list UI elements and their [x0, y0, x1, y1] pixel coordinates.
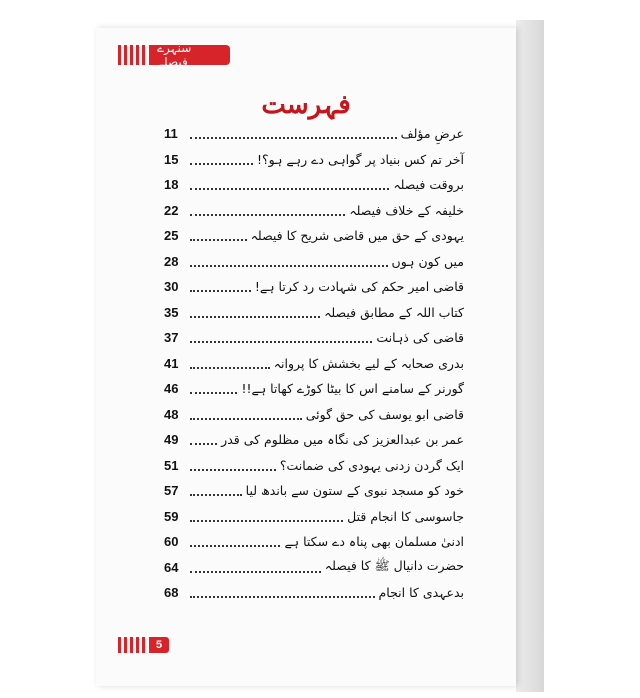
toc-leader-dots: [190, 493, 242, 496]
toc-entry: [164, 376, 464, 402]
toc-entry-title: جاسوسی کا انجام قتل: [347, 508, 464, 524]
toc-leader-dots: [190, 340, 372, 343]
toc-entry: [164, 325, 464, 351]
toc-entry: [164, 172, 464, 198]
page-title: فہرست: [261, 90, 351, 120]
table-of-contents: [164, 121, 464, 606]
toc-leader-dots: [190, 315, 320, 318]
toc-page-number: 25: [164, 228, 179, 244]
toc-entry-title: خلیفہ کے خلاف فیصلہ: [349, 202, 464, 218]
toc-leader-dots: [190, 519, 343, 522]
toc-page-number: 18: [164, 177, 179, 193]
footer-stripes: [118, 637, 145, 653]
toc-entry: [164, 402, 464, 428]
toc-leader-dots: [190, 417, 302, 420]
toc-page-number: 46: [164, 381, 179, 397]
toc-leader-dots: [190, 570, 321, 573]
toc-entry: [164, 453, 464, 479]
toc-leader-dots: [190, 595, 375, 598]
toc-entry: [164, 223, 464, 249]
toc-leader-dots: [190, 391, 237, 394]
toc-page-number: 57: [164, 483, 179, 499]
toc-page-number: 30: [164, 279, 179, 295]
toc-leader-dots: [190, 238, 247, 241]
toc-entry-title: کتاب اللہ کے مطابق فیصلہ: [324, 304, 464, 320]
running-header: [118, 41, 230, 69]
toc-entry: [164, 147, 464, 173]
toc-entry-title: میں کون ہوں: [391, 253, 464, 269]
toc-leader-dots: [190, 366, 270, 369]
toc-entry: [164, 121, 464, 147]
toc-entry: [164, 427, 464, 453]
toc-entry-title: بروقت فیصلہ: [393, 177, 464, 193]
header-stripes: [118, 45, 145, 65]
toc-entry: [164, 555, 464, 581]
toc-page-number: 41: [164, 355, 179, 371]
toc-entry-title: عمر بن عبدالعزیز کی نگاہ میں مظلوم کی قدر: [221, 432, 464, 448]
toc-page-number: 15: [164, 151, 179, 167]
book-page: [96, 28, 516, 686]
toc-entry-title: ایک گردن زدنی یہودی کی ضمانت؟: [279, 457, 464, 473]
toc-leader-dots: [190, 136, 397, 139]
toc-entry-title: بدری صحابہ کے لیے بخشش کا پروانہ: [273, 355, 464, 371]
toc-entry: [164, 351, 464, 377]
toc-page-number: 60: [164, 534, 179, 550]
toc-entry-title: یہودی کے حق میں قاضی شریح کا فیصلہ: [250, 228, 464, 244]
toc-leader-dots: [190, 544, 280, 547]
toc-leader-dots: [190, 187, 389, 190]
toc-entry-title: قاضی کی ذہانت: [376, 330, 464, 346]
toc-page-number: 37: [164, 330, 179, 346]
toc-entry-title: گورنر کے سامنے اس کا بیٹا کوڑے کھاتا ہے!!: [241, 381, 464, 397]
toc-entry-title: قاضی امیر حکم کی شہادت رد کرتا ہے!: [254, 279, 464, 295]
book-spine-shadow: [516, 20, 544, 692]
toc-page-number: 22: [164, 202, 179, 218]
toc-page-number: 59: [164, 508, 179, 524]
toc-page-number: 68: [164, 585, 179, 601]
toc-entry: [164, 249, 464, 275]
toc-entry: [164, 529, 464, 555]
toc-leader-dots: [190, 213, 345, 216]
toc-entry-title: خود کو مسجد نبوی کے ستون سے باندھ لیا: [245, 483, 464, 499]
toc-entry-title: حضرت دانیال ﷺ کا فیصلہ: [324, 557, 464, 573]
toc-entry-title: بدعہدی کا انجام: [378, 585, 464, 601]
toc-page-number: 51: [164, 457, 179, 473]
toc-entry: [164, 198, 464, 224]
toc-page-number: 64: [164, 559, 179, 575]
toc-page-number: 48: [164, 406, 179, 422]
toc-entry-title: ادنیٰ مسلمان بھی پناہ دے سکتا ہے: [284, 534, 464, 550]
toc-entry-title: آخر تم کس بنیاد پر گواہی دے رہے ہو؟!: [257, 151, 464, 167]
toc-leader-dots: [190, 264, 388, 267]
toc-leader-dots: [190, 162, 253, 165]
page-number: 5: [149, 637, 169, 653]
page-footer: [118, 637, 169, 653]
book-title-tag: سنہرے فیصلے: [149, 45, 230, 65]
toc-page-number: 49: [164, 432, 179, 448]
toc-entry: [164, 478, 464, 504]
toc-page-number: 28: [164, 253, 179, 269]
toc-entry: [164, 274, 464, 300]
toc-leader-dots: [190, 468, 276, 471]
toc-entry: [164, 300, 464, 326]
toc-entry-title: عرضِ مؤلف: [400, 126, 464, 142]
toc-entry-title: قاضی ابو یوسف کی حق گوئی: [305, 406, 464, 422]
toc-leader-dots: [190, 289, 251, 292]
toc-page-number: 11: [164, 126, 178, 142]
toc-page-number: 35: [164, 304, 179, 320]
toc-entry: [164, 504, 464, 530]
toc-leader-dots: [190, 442, 217, 445]
toc-entry: [164, 580, 464, 606]
